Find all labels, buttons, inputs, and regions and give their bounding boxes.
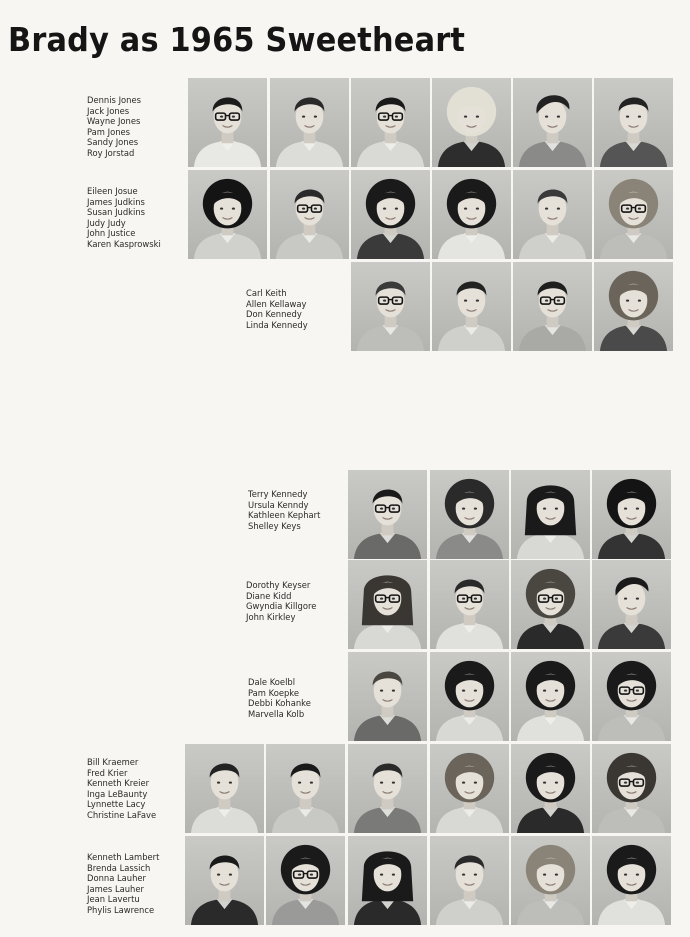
portrait-image	[348, 560, 427, 649]
student-name: Roy Jorstad	[87, 147, 135, 158]
portrait-image	[432, 170, 511, 259]
student-photo	[594, 170, 673, 259]
student-photo	[432, 170, 511, 259]
student-name: Sandy Jones	[87, 137, 139, 147]
student-name: Gwyndia Killgore	[246, 601, 317, 611]
student-photo	[592, 560, 671, 649]
student-name: Brenda Lassich	[87, 862, 151, 873]
portrait-image	[348, 836, 427, 925]
portrait-image	[513, 262, 592, 351]
portrait-image	[185, 744, 264, 833]
student-photo	[351, 170, 430, 259]
student-name: Shelley Keys	[248, 520, 301, 531]
student-name: Jack Jones	[87, 105, 130, 116]
student-photo	[594, 262, 673, 351]
student-photo	[266, 744, 345, 833]
student-name: Dorothy Keyser	[246, 580, 311, 590]
student-photo	[185, 836, 264, 925]
student-photo	[432, 78, 511, 167]
name-list	[246, 580, 316, 622]
name-list	[87, 186, 161, 249]
portrait-image	[430, 836, 509, 925]
student-photo	[592, 836, 671, 925]
portrait-image	[351, 78, 430, 167]
student-name: Allen Kellaway	[246, 298, 307, 309]
portrait-image	[348, 744, 427, 833]
student-photo	[351, 78, 430, 167]
student-name: Wayne Jones	[87, 116, 141, 126]
student-photo	[592, 744, 671, 833]
student-name: James Judkins	[87, 196, 145, 207]
student-photo	[511, 744, 590, 833]
portrait-image	[511, 744, 590, 833]
portrait-image	[188, 170, 267, 259]
portrait-image	[270, 170, 349, 259]
student-photo	[266, 836, 345, 925]
student-photo	[432, 262, 511, 351]
student-name: Terry Kennedy	[248, 489, 308, 499]
portrait-image	[348, 470, 427, 559]
page-title: Brady as 1965 Sweetheart	[8, 20, 466, 59]
student-name: Diane Kidd	[246, 590, 292, 601]
name-list	[248, 677, 311, 719]
student-name: Susan Judkins	[87, 207, 146, 217]
portrait-image	[592, 560, 671, 649]
student-name: John Justice	[87, 228, 136, 238]
portrait-image	[351, 262, 430, 351]
student-photo	[188, 78, 267, 167]
name-list	[87, 757, 156, 820]
portrait-image	[594, 262, 673, 351]
student-photo	[430, 560, 509, 649]
student-photo	[270, 78, 349, 167]
portrait-image	[430, 652, 509, 741]
student-photo	[592, 652, 671, 741]
portrait-image	[592, 836, 671, 925]
student-name: Marvella Kolb	[248, 708, 305, 719]
portrait-image	[348, 652, 427, 741]
student-name: Ursula Kenndy	[248, 499, 309, 510]
name-list	[246, 288, 308, 330]
student-photo	[594, 78, 673, 167]
portrait-image	[432, 262, 511, 351]
portrait-image	[511, 470, 590, 559]
student-photo	[185, 744, 264, 833]
portrait-image	[430, 744, 509, 833]
portrait-image	[592, 744, 671, 833]
student-photo	[511, 560, 590, 649]
portrait-image	[592, 652, 671, 741]
portrait-image	[185, 836, 264, 925]
student-name: Lynnette Lacy	[87, 799, 146, 809]
portrait-image	[592, 470, 671, 559]
student-photo	[348, 744, 427, 833]
student-name: Pam Koepke	[248, 687, 299, 698]
student-photo	[188, 170, 267, 259]
student-photo	[513, 78, 592, 167]
portrait-image	[270, 78, 349, 167]
student-name: Dennis Jones	[87, 95, 141, 105]
student-photo	[511, 836, 590, 925]
student-photo	[513, 170, 592, 259]
student-photo	[348, 560, 427, 649]
name-list	[87, 95, 141, 158]
student-photo	[348, 836, 427, 925]
student-name: Don Kennedy	[246, 309, 302, 319]
student-name: James Lauher	[87, 883, 144, 894]
student-name: Kathleen Kephart	[248, 510, 321, 520]
portrait-image	[266, 836, 345, 925]
name-list	[248, 489, 320, 531]
student-photo	[592, 470, 671, 559]
student-photo	[351, 262, 430, 351]
student-name: Debbi Kohanke	[248, 698, 311, 708]
portrait-image	[511, 560, 590, 649]
portrait-image	[511, 652, 590, 741]
portrait-image	[351, 170, 430, 259]
student-name: Linda Kennedy	[246, 319, 308, 330]
student-name: Kenneth Lambert	[87, 852, 160, 862]
portrait-image	[594, 78, 673, 167]
student-name: Fred Krier	[87, 767, 128, 778]
portrait-image	[188, 78, 267, 167]
student-name: Pam Jones	[87, 126, 131, 137]
student-name: Eileen Josue	[87, 186, 138, 196]
portrait-image	[430, 470, 509, 559]
student-name: Karen Kasprowski	[87, 238, 161, 249]
student-name: Christine LaFave	[87, 809, 157, 820]
student-name: Kenneth Kreier	[87, 778, 150, 788]
student-photo	[511, 470, 590, 559]
student-name: Inga LeBaunty	[87, 788, 148, 799]
student-photo	[513, 262, 592, 351]
portrait-image	[266, 744, 345, 833]
student-photo	[430, 470, 509, 559]
student-photo	[430, 836, 509, 925]
portrait-image	[430, 560, 509, 649]
student-name: John Kirkley	[246, 611, 296, 622]
student-name: Dale Koelbl	[248, 677, 296, 687]
student-name: Judy Judy	[87, 217, 126, 228]
student-name: Donna Lauher	[87, 873, 146, 883]
student-photo	[430, 652, 509, 741]
student-photo	[511, 652, 590, 741]
student-photo	[348, 652, 427, 741]
portrait-image	[511, 836, 590, 925]
student-photo	[270, 170, 349, 259]
portrait-image	[594, 170, 673, 259]
student-name: Bill Kraemer	[87, 757, 139, 767]
student-name: Carl Keith	[246, 288, 287, 298]
student-photo	[348, 470, 427, 559]
portrait-image	[513, 170, 592, 259]
student-photo	[430, 744, 509, 833]
portrait-image	[513, 78, 592, 167]
portrait-image	[432, 78, 511, 167]
student-name: Jean Lavertu	[87, 894, 140, 904]
name-list	[87, 852, 159, 915]
student-name: Phylis Lawrence	[87, 904, 155, 915]
